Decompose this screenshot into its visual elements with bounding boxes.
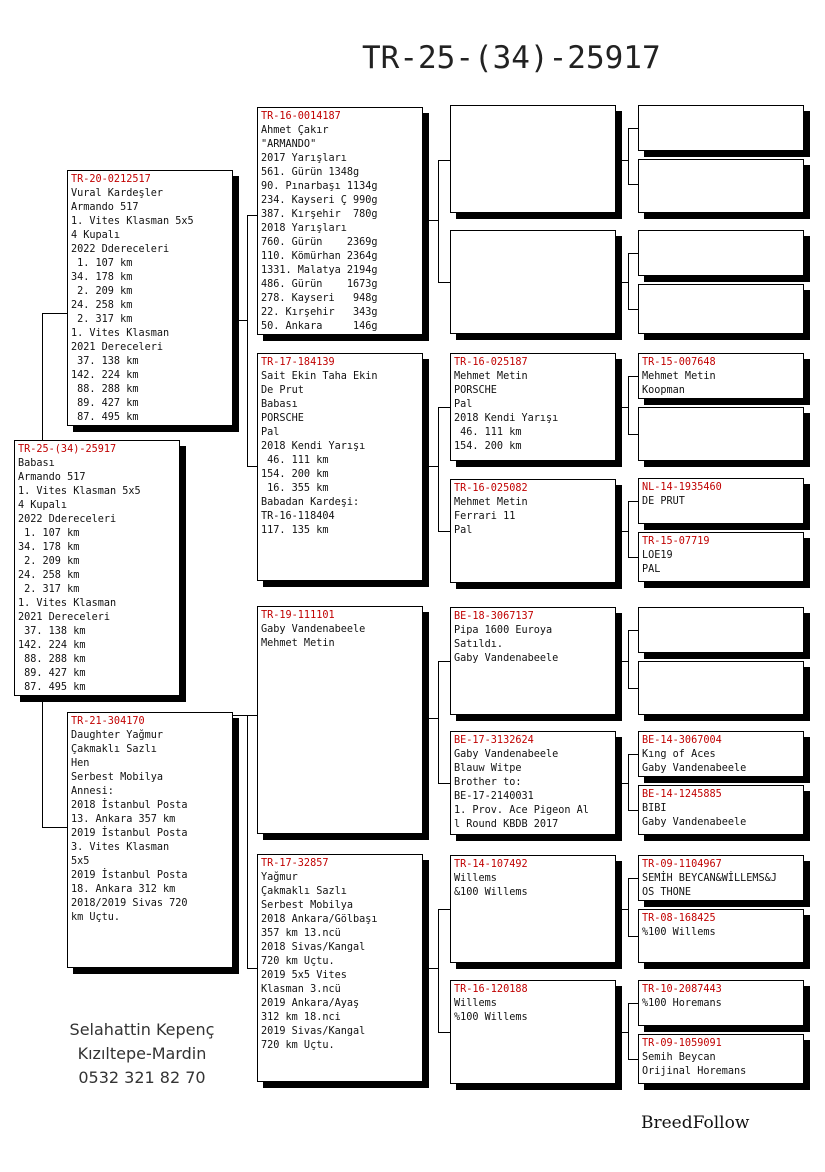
pedigree-box-g7[interactable] (638, 478, 804, 524)
pedigree-box-sss[interactable] (450, 105, 616, 213)
pedigree-text-line: Klasman 3.ncü (261, 984, 341, 995)
pedigree-text-line: 46. 111 km (454, 427, 522, 438)
connector-line (628, 878, 638, 879)
pedigree-text-line: 1. Vites Klasman (71, 328, 170, 339)
pedigree-text-line: Çakmaklı Sazlı (261, 886, 347, 897)
pedigree-text-line: LOE19 (642, 550, 673, 561)
pedigree-text-line: 2019 İstanbul Posta (71, 870, 188, 881)
pedigree-text-line: Gaby Vandenabeele (642, 817, 747, 828)
pedigree-text-line: Mehmet Metin (454, 371, 528, 382)
pedigree-box-dam[interactable] (67, 712, 233, 968)
pedigree-text-line: 142. 224 km (18, 640, 86, 651)
ring-number: TR-14-107492 (454, 859, 528, 870)
pedigree-box-g6[interactable] (638, 407, 804, 461)
pedigree-box-ss[interactable] (257, 107, 423, 335)
connector-line (628, 557, 638, 558)
connector-line (438, 1032, 450, 1033)
connector-line (628, 501, 638, 502)
breeder-contact (62, 1018, 222, 1090)
pedigree-box-g16[interactable] (638, 1034, 804, 1084)
connector-line (628, 253, 638, 254)
pedigree-box-g10[interactable] (638, 661, 804, 715)
pedigree-box-sd[interactable] (257, 353, 423, 581)
pedigree-text-line: Willems (454, 873, 497, 884)
ring-number: TR-10-2087443 (642, 984, 722, 995)
pedigree-text-line: Babası (18, 458, 55, 469)
pedigree-text-line: 1. 107 km (71, 258, 133, 269)
connector-line (42, 313, 43, 440)
connector-line (42, 313, 67, 314)
ring-number: NL-14-1935460 (642, 482, 722, 493)
connector-line (628, 1059, 638, 1060)
pedigree-text-line: Willems (454, 998, 497, 1009)
pedigree-text-line: 154. 200 km (454, 441, 522, 452)
pedigree-text-line: 2019 5x5 Vites (261, 970, 347, 981)
pedigree-text-line: PORSCHE (454, 385, 497, 396)
connector-line (628, 810, 638, 811)
connector-line (438, 160, 450, 161)
pedigree-text-line: 387. Kırşehir 780g (261, 209, 378, 220)
page-title: TR-25-(34)-25917 (362, 40, 661, 76)
connector-line (628, 128, 638, 129)
connector-line (438, 909, 450, 910)
pedigree-text-line: 234. Kayseri Ç 990g (261, 195, 378, 206)
pedigree-text-line: Daughter Yağmur (71, 730, 164, 741)
pedigree-text-line: 37. 138 km (71, 356, 139, 367)
pedigree-text-line: TR-16-118404 (261, 511, 335, 522)
connector-line (438, 661, 439, 784)
connector-line (438, 160, 439, 283)
connector-line (616, 661, 628, 662)
connector-line (247, 715, 257, 716)
connector-line (616, 160, 628, 161)
connector-line (616, 909, 628, 910)
pedigree-text-line: 2. 317 km (18, 584, 80, 595)
pedigree-text-line: Kıng of Aces (642, 749, 716, 760)
connector-line (628, 688, 638, 689)
pedigree-text-line: Çakmaklı Sazlı (71, 744, 157, 755)
pedigree-text-line: 278. Kayseri 948g (261, 293, 378, 304)
pedigree-text-line: 2021 Dereceleri (71, 342, 164, 353)
pedigree-text-line: 37. 138 km (18, 626, 86, 637)
pedigree-box-g15[interactable] (638, 980, 804, 1026)
connector-line (438, 282, 450, 283)
pedigree-text-line: Gaby Vandenabeele (642, 763, 747, 774)
pedigree-text-line: 2. 209 km (71, 286, 133, 297)
pedigree-text-line: Orijinal Horemans (642, 1066, 747, 1077)
pedigree-text-line: 2018 Kendi Yarışı (454, 413, 559, 424)
pedigree-text-line: 87. 495 km (18, 682, 86, 693)
pedigree-box-g3[interactable] (638, 230, 804, 276)
pedigree-text-line: Gaby Vandenabeele (261, 624, 366, 635)
pedigree-text-line: 88. 288 km (71, 384, 139, 395)
ring-number: TR-19-111101 (261, 610, 335, 621)
pedigree-text-line: 24. 258 km (18, 570, 80, 581)
ring-number: BE-18-3067137 (454, 611, 534, 622)
pedigree-text-line: 117. 135 km (261, 525, 329, 536)
pedigree-text-line: km Uçtu. (71, 912, 121, 923)
pedigree-text-line: 720 km Uçtu. (261, 1040, 335, 1051)
pedigree-text-line: 486. Gürün 1673g (261, 279, 378, 290)
connector-line (628, 936, 638, 937)
pedigree-text-line: 2021 Dereceleri (18, 612, 111, 623)
pedigree-text-line: 46. 111 km (261, 455, 329, 466)
pedigree-text-line: 3. Vites Klasman (71, 842, 170, 853)
connector-line (423, 968, 438, 969)
pedigree-text-line: DE PRUT (642, 496, 685, 507)
ring-number: TR-17-32857 (261, 858, 329, 869)
connector-line (628, 1003, 629, 1060)
ring-number: TR-25-(34)-25917 (18, 444, 117, 455)
pedigree-text-line: Pal (454, 525, 473, 536)
connector-line (423, 466, 438, 467)
pedigree-text-line: Annesi: (71, 786, 114, 797)
pedigree-text-line: Pal (454, 399, 473, 410)
pedigree-text-line: 2022 Ddereceleri (18, 514, 117, 525)
pedigree-text-line: Sait Ekin Taha Ekin (261, 371, 378, 382)
connector-line (616, 1032, 628, 1033)
pedigree-text-line: Serbest Mobilya (71, 772, 164, 783)
pedigree-text-line: 110. Kömürhan 2364g (261, 251, 378, 262)
connector-line (616, 407, 628, 408)
pedigree-text-line: Babası (261, 399, 298, 410)
pedigree-text-line: 50. Ankara 146g (261, 321, 378, 332)
pedigree-text-line: 142. 224 km (71, 370, 139, 381)
connector-line (438, 661, 450, 662)
pedigree-text-line: Babadan Kardeşi: (261, 497, 360, 508)
ring-number: TR-16-025082 (454, 483, 528, 494)
ring-number: TR-09-1059091 (642, 1038, 722, 1049)
connector-line (247, 715, 248, 969)
connector-line (438, 407, 439, 532)
pedigree-text-line: 1. Prov. Ace Pigeon Al (454, 805, 589, 816)
pedigree-box-subject[interactable] (14, 440, 180, 696)
pedigree-text-line: Brother to: (454, 777, 522, 788)
pedigree-text-line: Hen (71, 758, 90, 769)
pedigree-box-ds[interactable] (257, 606, 423, 834)
pedigree-text-line: 13. Ankara 357 km (71, 814, 176, 825)
pedigree-text-line: Semih Beycan (642, 1052, 716, 1063)
pedigree-text-line: %100 Horemans (642, 998, 722, 1009)
connector-line (628, 1003, 638, 1004)
pedigree-text-line: Mehmet Metin (642, 371, 716, 382)
connector-line (233, 715, 247, 716)
connector-line (628, 309, 638, 310)
pedigree-text-line: Gaby Vandenabeele (454, 749, 559, 760)
pedigree-text-line: SEMİH BEYCAN&WİLLEMS&J (642, 873, 777, 884)
pedigree-text-line: 2019 İstanbul Posta (71, 828, 188, 839)
pedigree-text-line: 2. 317 km (71, 314, 133, 325)
connector-line (616, 531, 628, 532)
connector-line (628, 184, 638, 185)
ring-number: TR-21-304170 (71, 716, 145, 727)
pedigree-text-line: 18. Ankara 312 km (71, 884, 176, 895)
pedigree-text-line: Ferrari 11 (454, 511, 516, 522)
pedigree-box-g5[interactable] (638, 353, 804, 399)
connector-line (438, 407, 450, 408)
connector-line (423, 718, 438, 719)
ring-number: TR-20-0212517 (71, 174, 151, 185)
pedigree-text-line: 2018/2019 Sivas 720 (71, 898, 188, 909)
pedigree-text-line: BE-17-2140031 (454, 791, 534, 802)
pedigree-text-line: 2018 Ankara/Gölbaşı (261, 914, 378, 925)
connector-line (233, 320, 247, 321)
pedigree-box-dds[interactable] (450, 855, 616, 963)
pedigree-text-line: 24. 258 km (71, 300, 133, 311)
pedigree-text-line: 357 km 13.ncü (261, 928, 341, 939)
pedigree-text-line: PAL (642, 564, 661, 575)
pedigree-text-line: Armando 517 (71, 202, 139, 213)
pedigree-box-g9[interactable] (638, 607, 804, 653)
connector-line (438, 531, 450, 532)
pedigree-text-line: 34. 178 km (71, 272, 133, 283)
connector-line (616, 282, 628, 283)
pedigree-text-line: 2. 209 km (18, 556, 80, 567)
breeder-phone: 0532 321 82 70 (78, 1068, 206, 1087)
connector-line (247, 968, 257, 969)
pedigree-box-g12[interactable] (638, 785, 804, 835)
pedigree-text-line: Ahmet Çakır (261, 125, 329, 136)
connector-line (628, 434, 638, 435)
connector-line (628, 253, 629, 310)
connector-line (247, 466, 257, 467)
connector-line (628, 128, 629, 185)
pedigree-text-line: &100 Willems (454, 887, 528, 898)
pedigree-text-line: De Prut (261, 385, 304, 396)
pedigree-text-line: 1. Vites Klasman 5x5 (18, 486, 141, 497)
pedigree-box-dss[interactable] (450, 607, 616, 715)
pedigree-text-line: %100 Willems (642, 927, 716, 938)
pedigree-box-g4[interactable] (638, 284, 804, 334)
pedigree-text-line: 87. 495 km (71, 412, 139, 423)
pedigree-text-line: 5x5 (71, 856, 90, 867)
pedigree-text-line: 2019 Ankara/Ayaş (261, 998, 360, 1009)
pedigree-box-g11[interactable] (638, 731, 804, 777)
connector-line (423, 220, 438, 221)
connector-line (438, 909, 439, 1033)
pedigree-box-sdd[interactable] (450, 479, 616, 583)
pedigree-text-line: BIBI (642, 803, 667, 814)
ring-number: TR-17-184139 (261, 357, 335, 368)
pedigree-box-sds[interactable] (450, 353, 616, 461)
pedigree-text-line: 2018 Kendi Yarışı (261, 441, 366, 452)
pedigree-text-line: 89. 427 km (18, 668, 86, 679)
pedigree-text-line: 1. 107 km (18, 528, 80, 539)
ring-number: BE-14-3067004 (642, 735, 722, 746)
pedigree-text-line: Mehmet Metin (261, 638, 335, 649)
pedigree-text-line: 1. Vites Klasman 5x5 (71, 216, 194, 227)
breeder-name: Selahattin Kepenç (69, 1020, 215, 1039)
connector-line (628, 376, 638, 377)
connector-line (42, 827, 67, 828)
pedigree-text-line: 4 Kupalı (71, 230, 121, 241)
pedigree-text-line: 34. 178 km (18, 542, 80, 553)
ring-number: TR-09-1104967 (642, 859, 722, 870)
connector-line (438, 783, 450, 784)
connector-line (628, 376, 629, 435)
pedigree-box-sire[interactable] (67, 170, 233, 426)
connector-line (616, 783, 628, 784)
pedigree-text-line: 2018 Sivas/Kangal (261, 942, 366, 953)
ring-number: BE-17-3132624 (454, 735, 534, 746)
pedigree-text-line: 2022 Ddereceleri (71, 244, 170, 255)
pedigree-text-line: 88. 288 km (18, 654, 86, 665)
ring-number: TR-15-007648 (642, 357, 716, 368)
ring-number: TR-15-07719 (642, 536, 710, 547)
ring-number: TR-16-120188 (454, 984, 528, 995)
connector-line (247, 215, 257, 216)
connector-line (628, 501, 629, 558)
connector-line (628, 754, 638, 755)
ring-number: TR-08-168425 (642, 913, 716, 924)
pedigree-box-dsd[interactable] (450, 731, 616, 835)
pedigree-box-g14[interactable] (638, 909, 804, 963)
pedigree-text-line: Blauw Witpe (454, 763, 522, 774)
pedigree-text-line: 2019 Sivas/Kangal (261, 1026, 366, 1037)
pedigree-box-ddd[interactable] (450, 980, 616, 1084)
pedigree-text-line: 22. Kırşehir 343g (261, 307, 378, 318)
connector-line (628, 630, 638, 631)
pedigree-text-line: 89. 427 km (71, 398, 139, 409)
pedigree-text-line: 2018 İstanbul Posta (71, 800, 188, 811)
pedigree-text-line: 760. Gürün 2369g (261, 237, 378, 248)
pedigree-text-line: Gaby Vandenabeele (454, 653, 559, 664)
pedigree-text-line: 1331. Malatya 2194g (261, 265, 378, 276)
pedigree-box-g13[interactable] (638, 855, 804, 901)
pedigree-text-line: Satıldı. (454, 639, 504, 650)
connector-line (628, 878, 629, 937)
pedigree-text-line: Serbest Mobilya (261, 900, 354, 911)
ring-number: TR-16-025187 (454, 357, 528, 368)
pedigree-text-line: 2018 Yarışları (261, 223, 347, 234)
pedigree-text-line: PORSCHE (261, 413, 304, 424)
ring-number: BE-14-1245885 (642, 789, 722, 800)
pedigree-text-line: 2017 Yarışları (261, 153, 347, 164)
pedigree-text-line: Yağmur (261, 872, 298, 883)
connector-line (628, 630, 629, 689)
connector-line (247, 215, 248, 467)
ring-number: TR-16-0014187 (261, 111, 341, 122)
pedigree-text-line: OS THONE (642, 887, 692, 898)
pedigree-text-line: %100 Willems (454, 1012, 528, 1023)
pedigree-text-line: 312 km 18.nci (261, 1012, 341, 1023)
pedigree-text-line: 154. 200 km (261, 469, 329, 480)
pedigree-text-line: 561. Gürün 1348g (261, 167, 360, 178)
pedigree-box-ssd[interactable] (450, 230, 616, 334)
breeder-location: Kızıltepe-Mardin (77, 1044, 207, 1063)
pedigree-text-line: Koopman (642, 385, 685, 396)
connector-line (628, 754, 629, 811)
pedigree-box-g8[interactable] (638, 532, 804, 582)
connector-line (42, 696, 43, 828)
pedigree-text-line: l Round KBDB 2017 (454, 819, 559, 830)
pedigree-text-line: 4 Kupalı (18, 500, 68, 511)
pedigree-box-g2[interactable] (638, 159, 804, 213)
pedigree-text-line: Vural Kardeşler (71, 188, 164, 199)
pedigree-text-line: Pipa 1600 Euroya (454, 625, 553, 636)
pedigree-text-line: 16. 355 km (261, 483, 329, 494)
pedigree-text-line: Pal (261, 427, 280, 438)
pedigree-text-line: Armando 517 (18, 472, 86, 483)
pedigree-text-line: 720 km Uçtu. (261, 956, 335, 967)
pedigree-text-line: 1. Vites Klasman (18, 598, 117, 609)
pedigree-box-g1[interactable] (638, 105, 804, 151)
pedigree-text-line: 90. Pınarbaşı 1134g (261, 181, 378, 192)
pedigree-text-line: "ARMANDO" (261, 139, 317, 150)
pedigree-text-line: Mehmet Metin (454, 497, 528, 508)
pedigree-box-dd[interactable] (257, 854, 423, 1082)
brand-logo: BreedFollow (641, 1113, 750, 1133)
